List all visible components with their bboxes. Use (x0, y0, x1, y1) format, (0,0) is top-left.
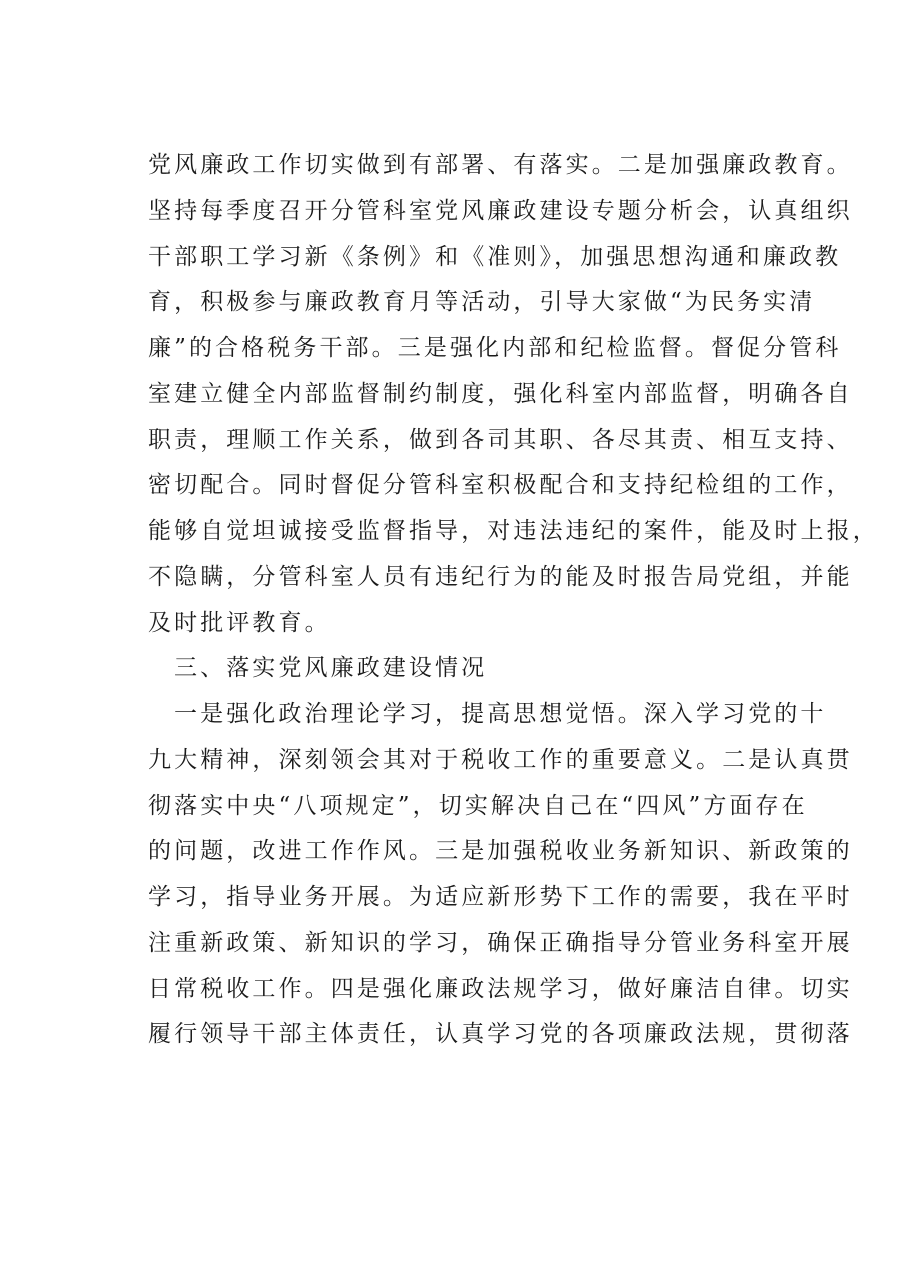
paragraph-line: 坚持每季度召开分管科室党风廉政建设专题分析会，认真组织 (148, 197, 853, 224)
document-body (148, 143, 879, 1058)
paragraph-line: 注重新政策、新知识的学习，确保正确指导分管业务科室开展 (148, 929, 853, 956)
paragraph-line: 彻落实中央“八项规定”，切实解决自己在“四风”方面存在 (148, 792, 808, 819)
paragraph-line: 廉”的合格税务干部。三是强化内部和纪检监督。督促分管科 (148, 335, 842, 361)
paragraph-line: 党风廉政工作切实做到有部署、有落实。二是加强廉政教育。 (148, 152, 853, 178)
section-heading: 三、落实党风廉政建设情况 (174, 655, 488, 682)
paragraph-line: 密切配合。同时督促分管科室积极配合和支持纪检组的工作， (148, 472, 853, 499)
paragraph-line: 干部职工学习新《条例》和《准则》，加强思想沟通和廉政教 (148, 243, 842, 270)
paragraph-line: 九大精神，深刻领会其对于税收工作的重要意义。二是认真贯 (148, 746, 853, 773)
paragraph-line: 育，积极参与廉政教育月等活动，引导大家做“为民务实清 (148, 289, 816, 316)
paragraph-line: 室建立健全内部监督制约制度，强化科室内部监督，明确各自 (148, 380, 853, 407)
paragraph-line: 不隐瞒，分管科室人员有违纪行为的能及时报告局党组，并能 (148, 563, 853, 590)
paragraph-line: 学习，指导业务开展。为适应新形势下工作的需要，我在平时 (148, 884, 853, 910)
paragraph-line: 日常税收工作。四是强化廉政法规学习，做好廉洁自律。切实 (148, 975, 853, 1002)
paragraph-line: 及时批评教育。 (148, 609, 331, 636)
paragraph-line: 职责，理顺工作关系，做到各司其职、各尽其责、相互支持、 (148, 426, 853, 453)
paragraph-line: 履行领导干部主体责任，认真学习党的各项廉政法规，贯彻落 (148, 1021, 853, 1048)
paragraph-line: 能够自觉坦诚接受监督指导，对违法违纪的案件，能及时上报， (148, 518, 879, 544)
paragraph-line: 的问题，改进工作作风。三是加强税收业务新知识、新政策的 (148, 838, 853, 865)
paragraph-line: 一是强化政治理论学习，提高思想觉悟。深入学习党的十 (174, 701, 827, 727)
